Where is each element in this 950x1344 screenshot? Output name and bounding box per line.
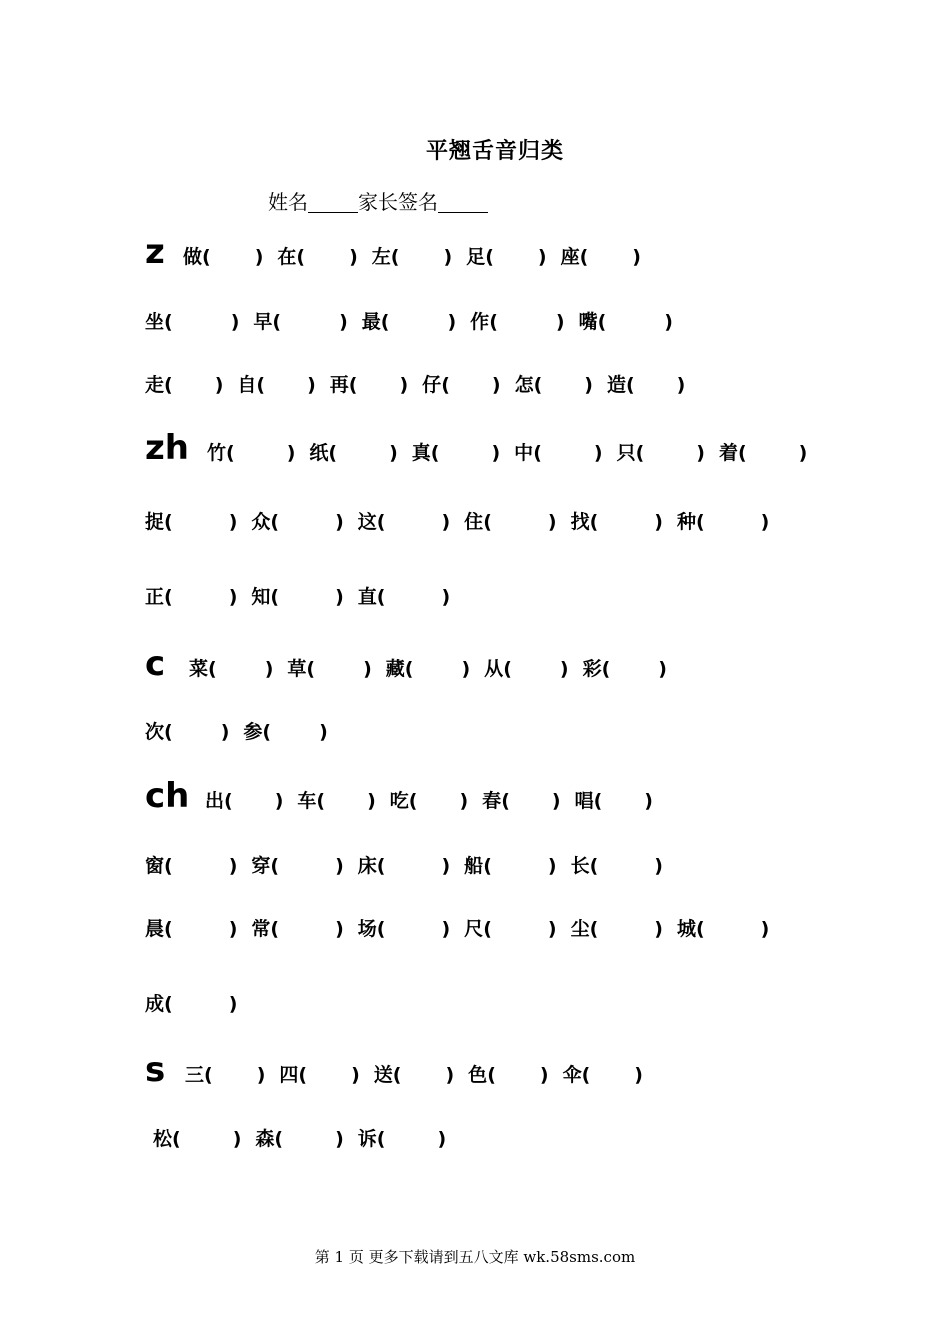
open-paren: ( — [328, 442, 338, 464]
character-item — [183, 242, 263, 269]
character: 真 — [411, 442, 431, 464]
open-paren: ( — [695, 918, 705, 940]
character-item — [277, 242, 357, 269]
character: 住 — [464, 511, 484, 533]
open-paren: ( — [376, 918, 386, 940]
open-paren: ( — [164, 311, 173, 333]
character-item — [145, 851, 237, 878]
character-item — [205, 786, 283, 813]
character: 竹 — [207, 442, 227, 464]
character-item — [464, 914, 556, 941]
close-paren: ) — [461, 658, 471, 680]
close-paren: ) — [632, 246, 641, 268]
character-item — [571, 914, 663, 941]
close-paren: ) — [555, 311, 565, 333]
character-item — [719, 438, 807, 465]
open-paren: ( — [581, 1064, 591, 1086]
close-paren: ) — [286, 442, 296, 464]
character-item — [251, 507, 343, 534]
character: 作 — [470, 311, 490, 333]
initial-letter: s — [145, 1050, 166, 1090]
open-paren: ( — [597, 311, 607, 333]
character-item — [571, 507, 663, 534]
close-paren: ) — [367, 790, 376, 812]
character-item — [251, 914, 343, 941]
character-item — [464, 507, 556, 534]
character: 走 — [145, 374, 165, 396]
character-item — [362, 307, 456, 334]
character: 纸 — [309, 442, 329, 464]
character-item — [251, 851, 343, 878]
name-row — [268, 186, 488, 215]
character-item — [515, 370, 593, 397]
open-paren: ( — [441, 374, 450, 396]
character: 尘 — [570, 918, 590, 940]
exercise-line — [145, 1124, 460, 1151]
parent-signature-label: 家长签名 — [358, 190, 438, 214]
open-paren: ( — [164, 511, 173, 533]
character-item — [145, 914, 237, 941]
close-paren: ) — [593, 442, 603, 464]
exercise-line — [145, 232, 655, 272]
initial-letter: zh — [145, 428, 189, 468]
close-paren: ) — [654, 511, 663, 533]
character-item — [145, 307, 239, 334]
open-paren: ( — [164, 918, 173, 940]
character-item — [145, 717, 229, 744]
character-item — [145, 582, 237, 609]
character-item — [358, 914, 450, 941]
character: 唱 — [574, 790, 594, 812]
close-paren: ) — [230, 311, 240, 333]
character: 窗 — [145, 855, 165, 877]
close-paren: ) — [256, 1064, 266, 1086]
close-paren: ) — [559, 658, 569, 680]
character-item — [464, 851, 556, 878]
close-paren: ) — [447, 311, 457, 333]
character: 知 — [251, 586, 271, 608]
character: 城 — [676, 918, 696, 940]
open-paren: ( — [164, 993, 173, 1015]
page-footer: 第 1 页 更多下载请到五八文库 wk.58sms.com — [314, 1248, 636, 1266]
character-item — [422, 370, 500, 397]
character: 捉 — [145, 511, 165, 533]
character: 常 — [251, 918, 271, 940]
close-paren: ) — [363, 658, 372, 680]
open-paren: ( — [601, 658, 611, 680]
close-paren: ) — [274, 790, 284, 812]
character: 床 — [357, 855, 377, 877]
character-item — [583, 654, 667, 681]
close-paren: ) — [696, 442, 705, 464]
character-item — [145, 989, 237, 1016]
close-paren: ) — [441, 855, 451, 877]
close-paren: ) — [351, 1064, 360, 1086]
character-item — [207, 438, 295, 465]
open-paren: ( — [483, 855, 492, 877]
exercise-line — [145, 851, 677, 878]
character: 出 — [205, 790, 225, 812]
open-paren: ( — [485, 246, 494, 268]
open-paren: ( — [487, 1064, 496, 1086]
name-label: 姓名 — [268, 190, 308, 214]
open-paren: ( — [589, 918, 599, 940]
open-paren: ( — [404, 658, 414, 680]
close-paren: ) — [339, 311, 348, 333]
close-paren: ) — [491, 442, 501, 464]
close-paren: ) — [760, 511, 770, 533]
character: 穿 — [251, 855, 271, 877]
character-item — [514, 438, 602, 465]
character: 森 — [255, 1128, 275, 1150]
character-item — [579, 307, 673, 334]
close-paren: ) — [214, 374, 224, 396]
character: 找 — [570, 511, 590, 533]
exercise-line — [145, 428, 821, 468]
open-paren: ( — [489, 311, 498, 333]
close-paren: ) — [676, 374, 686, 396]
open-paren: ( — [270, 918, 280, 940]
close-paren: ) — [441, 918, 451, 940]
open-paren: ( — [376, 586, 386, 608]
character-item — [561, 242, 641, 269]
character-item — [575, 786, 653, 813]
open-paren: ( — [256, 374, 266, 396]
character: 船 — [464, 855, 484, 877]
character-item — [466, 242, 546, 269]
close-paren: ) — [399, 374, 409, 396]
character: 诉 — [357, 1128, 377, 1150]
character: 足 — [466, 246, 486, 268]
open-paren: ( — [272, 311, 282, 333]
character-item — [358, 1124, 446, 1151]
close-paren: ) — [389, 442, 398, 464]
character-item — [297, 786, 375, 813]
close-paren: ) — [335, 918, 344, 940]
open-paren: ( — [208, 658, 217, 680]
character: 自 — [237, 374, 257, 396]
character: 色 — [468, 1064, 488, 1086]
open-paren: ( — [202, 246, 211, 268]
character-item — [563, 1060, 643, 1087]
character: 四 — [279, 1064, 299, 1086]
open-paren: ( — [695, 511, 705, 533]
character-item — [145, 507, 237, 534]
character-item — [287, 654, 371, 681]
close-paren: ) — [551, 790, 561, 812]
character: 最 — [361, 311, 381, 333]
open-paren: ( — [737, 442, 747, 464]
open-paren: ( — [164, 374, 173, 396]
character: 彩 — [582, 658, 602, 680]
character: 在 — [277, 246, 297, 268]
close-paren: ) — [441, 586, 451, 608]
character: 尺 — [464, 918, 484, 940]
character: 只 — [616, 442, 636, 464]
open-paren: ( — [390, 246, 400, 268]
open-paren: ( — [262, 721, 272, 743]
character-item — [386, 654, 470, 681]
character-item — [677, 914, 769, 941]
close-paren: ) — [760, 918, 770, 940]
open-paren: ( — [376, 1128, 386, 1150]
character: 参 — [243, 721, 263, 743]
character-item — [390, 786, 468, 813]
close-paren: ) — [335, 1128, 344, 1150]
open-paren: ( — [593, 790, 603, 812]
character: 车 — [297, 790, 317, 812]
close-paren: ) — [459, 790, 469, 812]
open-paren: ( — [483, 918, 492, 940]
character: 着 — [718, 442, 738, 464]
character-item — [470, 307, 564, 334]
close-paren: ) — [537, 246, 547, 268]
character: 晨 — [145, 918, 165, 940]
character-item — [145, 370, 223, 397]
close-paren: ) — [644, 790, 653, 812]
open-paren: ( — [204, 1064, 213, 1086]
open-paren: ( — [430, 442, 440, 464]
close-paren: ) — [664, 311, 673, 333]
exercise-line — [145, 307, 687, 334]
exercise-line — [145, 1050, 657, 1090]
close-paren: ) — [798, 442, 808, 464]
open-paren: ( — [270, 511, 280, 533]
open-paren: ( — [226, 442, 235, 464]
character: 松 — [153, 1128, 173, 1150]
close-paren: ) — [228, 993, 238, 1015]
open-paren: ( — [503, 658, 512, 680]
close-paren: ) — [654, 918, 663, 940]
close-paren: ) — [437, 1128, 447, 1150]
character-item — [358, 507, 450, 534]
open-paren: ( — [348, 374, 358, 396]
character: 吃 — [389, 790, 409, 812]
close-paren: ) — [319, 721, 328, 743]
exercise-line — [145, 370, 699, 397]
initial-letter: z — [145, 232, 165, 272]
character: 中 — [514, 442, 534, 464]
character-item — [243, 717, 327, 744]
character: 众 — [251, 511, 271, 533]
character: 菜 — [189, 658, 209, 680]
character-item — [571, 851, 663, 878]
character-item — [372, 242, 452, 269]
character: 伞 — [562, 1064, 582, 1086]
character: 做 — [183, 246, 203, 268]
character-item — [309, 438, 397, 465]
open-paren: ( — [376, 855, 386, 877]
open-paren: ( — [306, 658, 316, 680]
open-paren: ( — [270, 586, 280, 608]
character-item — [330, 370, 408, 397]
character: 这 — [357, 511, 377, 533]
open-paren: ( — [533, 442, 542, 464]
close-paren: ) — [264, 658, 274, 680]
close-paren: ) — [443, 246, 453, 268]
close-paren: ) — [335, 855, 344, 877]
open-paren: ( — [298, 1064, 308, 1086]
character: 坐 — [145, 311, 165, 333]
character-item — [617, 438, 705, 465]
close-paren: ) — [445, 1064, 455, 1086]
page-title: 平翘舌音归类 — [425, 138, 564, 164]
close-paren: ) — [228, 918, 238, 940]
open-paren: ( — [392, 1064, 402, 1086]
character-item — [279, 1060, 359, 1087]
close-paren: ) — [654, 855, 663, 877]
character-item — [677, 507, 769, 534]
open-paren: ( — [533, 374, 543, 396]
exercise-line — [145, 989, 251, 1016]
character: 藏 — [385, 658, 405, 680]
character: 次 — [145, 721, 165, 743]
character-item — [484, 654, 568, 681]
character-item — [412, 438, 500, 465]
close-paren: ) — [254, 246, 264, 268]
open-paren: ( — [164, 855, 173, 877]
character: 座 — [560, 246, 580, 268]
character: 送 — [373, 1064, 393, 1086]
character-item — [482, 786, 560, 813]
character: 正 — [145, 586, 165, 608]
open-paren: ( — [224, 790, 233, 812]
close-paren: ) — [547, 918, 557, 940]
character: 左 — [371, 246, 391, 268]
character: 嘴 — [578, 311, 598, 333]
parent-signature-blank[interactable] — [438, 192, 488, 213]
exercise-line — [145, 582, 464, 609]
close-paren: ) — [335, 511, 344, 533]
character-item — [253, 307, 347, 334]
close-paren: ) — [547, 855, 557, 877]
close-paren: ) — [584, 374, 593, 396]
exercise-line — [145, 644, 681, 684]
open-paren: ( — [483, 511, 492, 533]
close-paren: ) — [349, 246, 358, 268]
character: 造 — [606, 374, 626, 396]
character-item — [237, 370, 315, 397]
character-item — [251, 582, 343, 609]
exercise-line — [145, 507, 783, 534]
character-item — [358, 582, 450, 609]
open-paren: ( — [589, 855, 599, 877]
close-paren: ) — [441, 511, 451, 533]
open-paren: ( — [408, 790, 418, 812]
character-item — [189, 654, 273, 681]
exercise-line — [145, 914, 783, 941]
character: 春 — [482, 790, 502, 812]
close-paren: ) — [491, 374, 501, 396]
exercise-line — [145, 717, 342, 744]
open-paren: ( — [625, 374, 635, 396]
open-paren: ( — [380, 311, 390, 333]
character: 长 — [570, 855, 590, 877]
open-paren: ( — [579, 246, 589, 268]
character: 种 — [676, 511, 696, 533]
character: 仔 — [422, 374, 442, 396]
open-paren: ( — [270, 855, 280, 877]
character-item — [374, 1060, 454, 1087]
open-paren: ( — [164, 721, 173, 743]
character: 直 — [357, 586, 377, 608]
close-paren: ) — [228, 511, 238, 533]
close-paren: ) — [335, 586, 344, 608]
character: 草 — [287, 658, 307, 680]
open-paren: ( — [172, 1128, 181, 1150]
close-paren: ) — [634, 1064, 643, 1086]
open-paren: ( — [296, 246, 306, 268]
character: 早 — [253, 311, 273, 333]
character-item — [255, 1124, 343, 1151]
open-paren: ( — [589, 511, 599, 533]
character: 怎 — [514, 374, 534, 396]
character: 场 — [357, 918, 377, 940]
close-paren: ) — [228, 855, 238, 877]
open-paren: ( — [376, 511, 386, 533]
character: 从 — [484, 658, 504, 680]
exercise-line — [145, 776, 667, 816]
character-item — [607, 370, 685, 397]
character-item — [185, 1060, 265, 1087]
close-paren: ) — [220, 721, 230, 743]
open-paren: ( — [501, 790, 510, 812]
character: 成 — [145, 993, 165, 1015]
open-paren: ( — [635, 442, 645, 464]
character-item — [153, 1124, 241, 1151]
close-paren: ) — [232, 1128, 242, 1150]
character-item — [358, 851, 450, 878]
close-paren: ) — [307, 374, 316, 396]
close-paren: ) — [658, 658, 667, 680]
open-paren: ( — [316, 790, 326, 812]
close-paren: ) — [228, 586, 238, 608]
open-paren: ( — [274, 1128, 284, 1150]
name-blank[interactable] — [308, 192, 358, 213]
close-paren: ) — [547, 511, 557, 533]
open-paren: ( — [164, 586, 173, 608]
character: 再 — [329, 374, 349, 396]
character-item — [468, 1060, 548, 1087]
character: 三 — [185, 1064, 205, 1086]
initial-letter: ch — [145, 776, 190, 816]
close-paren: ) — [539, 1064, 549, 1086]
initial-letter: c — [145, 644, 166, 684]
